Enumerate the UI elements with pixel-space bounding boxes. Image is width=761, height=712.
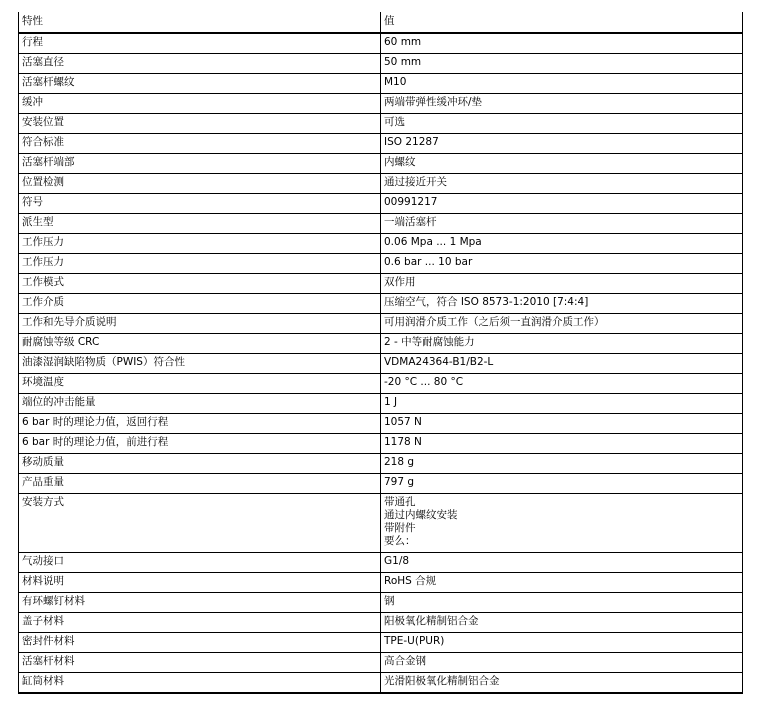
table-row bbox=[19, 653, 743, 673]
table-row bbox=[19, 314, 743, 334]
value-line: 一端活塞杆 bbox=[384, 216, 437, 228]
table-row bbox=[19, 354, 743, 374]
property-cell: 安装方式 bbox=[19, 494, 381, 553]
table-row bbox=[19, 214, 743, 234]
header-property: 特性 bbox=[19, 12, 381, 33]
value-line: 双作用 bbox=[384, 276, 416, 288]
value-cell bbox=[381, 74, 743, 94]
table-header bbox=[19, 12, 743, 33]
property-cell: 活塞杆螺纹 bbox=[19, 74, 381, 94]
value-line: 50 mm bbox=[384, 56, 422, 68]
value-line: RoHS 合规 bbox=[384, 575, 437, 587]
table-body bbox=[19, 33, 743, 693]
property-cell: 工作压力 bbox=[19, 254, 381, 274]
value-line: 钢 bbox=[384, 595, 395, 607]
value-cell bbox=[381, 414, 743, 434]
table-row bbox=[19, 474, 743, 494]
property-cell: 工作压力 bbox=[19, 234, 381, 254]
value-cell bbox=[381, 334, 743, 354]
value-line: 通过接近开关 bbox=[384, 176, 447, 188]
table-row bbox=[19, 613, 743, 633]
value-cell bbox=[381, 653, 743, 673]
header-row bbox=[19, 12, 743, 33]
property-cell: 端位的冲击能量 bbox=[19, 394, 381, 414]
value-cell bbox=[381, 254, 743, 274]
table-row bbox=[19, 154, 743, 174]
header-value: 值 bbox=[381, 12, 743, 33]
value-cell bbox=[381, 194, 743, 214]
value-line: 60 mm bbox=[384, 36, 422, 48]
property-cell: 工作介质 bbox=[19, 294, 381, 314]
property-cell: 耐腐蚀等级 CRC bbox=[19, 334, 381, 354]
value-cell bbox=[381, 553, 743, 573]
value-cell bbox=[381, 354, 743, 374]
value-line: 要么： bbox=[384, 535, 416, 547]
property-cell: 有环螺钉材料 bbox=[19, 593, 381, 613]
table-row bbox=[19, 414, 743, 434]
table-row bbox=[19, 673, 743, 694]
value-cell bbox=[381, 54, 743, 74]
property-cell: 移动质量 bbox=[19, 454, 381, 474]
value-cell bbox=[381, 114, 743, 134]
table-row bbox=[19, 494, 743, 553]
value-line: 通过内螺纹安装 bbox=[384, 509, 458, 521]
table-row bbox=[19, 174, 743, 194]
table-row bbox=[19, 593, 743, 613]
value-line: 1057 N bbox=[384, 416, 422, 428]
value-line: -20 °C ... 80 °C bbox=[384, 376, 464, 388]
table-row bbox=[19, 334, 743, 354]
spec-table bbox=[18, 12, 743, 694]
table-row bbox=[19, 294, 743, 314]
table-row bbox=[19, 633, 743, 653]
table-row bbox=[19, 454, 743, 474]
property-cell: 6 bar 时的理论力值，前进行程 bbox=[19, 434, 381, 454]
table-row bbox=[19, 194, 743, 214]
value-line: 两端带弹性缓冲环/垫 bbox=[384, 96, 483, 108]
value-cell bbox=[381, 434, 743, 454]
table-row bbox=[19, 94, 743, 114]
table-row bbox=[19, 374, 743, 394]
value-cell bbox=[381, 673, 743, 694]
value-cell bbox=[381, 214, 743, 234]
value-line: 2 - 中等耐腐蚀能力 bbox=[384, 336, 475, 348]
property-cell: 产品重量 bbox=[19, 474, 381, 494]
value-line: 0.06 Mpa ... 1 Mpa bbox=[384, 236, 482, 248]
property-cell: 派生型 bbox=[19, 214, 381, 234]
value-line: 1 J bbox=[384, 396, 398, 408]
property-cell: 环境温度 bbox=[19, 374, 381, 394]
value-cell bbox=[381, 454, 743, 474]
value-line: VDMA24364-B1/B2-L bbox=[384, 356, 494, 368]
value-line: M10 bbox=[384, 76, 407, 88]
value-cell bbox=[381, 154, 743, 174]
table-row bbox=[19, 74, 743, 94]
value-line: 218 g bbox=[384, 456, 415, 468]
value-line: 内螺纹 bbox=[384, 156, 416, 168]
value-cell bbox=[381, 94, 743, 114]
value-line: 带附件 bbox=[384, 522, 416, 534]
property-cell: 活塞杆端部 bbox=[19, 154, 381, 174]
value-cell bbox=[381, 294, 743, 314]
value-cell bbox=[381, 573, 743, 593]
table-row bbox=[19, 114, 743, 134]
property-cell: 活塞直径 bbox=[19, 54, 381, 74]
property-cell: 安装位置 bbox=[19, 114, 381, 134]
value-cell bbox=[381, 494, 743, 553]
table-row bbox=[19, 234, 743, 254]
value-cell bbox=[381, 134, 743, 154]
property-cell: 材料说明 bbox=[19, 573, 381, 593]
value-line: 可用润滑介质工作（之后须一直润滑介质工作） bbox=[384, 316, 605, 328]
property-cell: 工作模式 bbox=[19, 274, 381, 294]
value-cell bbox=[381, 174, 743, 194]
value-line: 00991217 bbox=[384, 196, 438, 208]
value-line: 压缩空气，符合 ISO 8573-1:2010 [7:4:4] bbox=[384, 296, 589, 308]
property-cell: 活塞杆材料 bbox=[19, 653, 381, 673]
value-cell bbox=[381, 274, 743, 294]
property-cell: 缓冲 bbox=[19, 94, 381, 114]
property-cell: 油漆湿润缺陷物质（PWIS）符合性 bbox=[19, 354, 381, 374]
property-cell: 符号 bbox=[19, 194, 381, 214]
table-row bbox=[19, 573, 743, 593]
property-cell: 缸筒材料 bbox=[19, 673, 381, 694]
value-line: G1/8 bbox=[384, 555, 410, 567]
value-cell bbox=[381, 314, 743, 334]
table-row bbox=[19, 254, 743, 274]
property-cell: 6 bar 时的理论力值，返回行程 bbox=[19, 414, 381, 434]
value-line: ISO 21287 bbox=[384, 136, 439, 148]
table-row bbox=[19, 33, 743, 54]
table-row bbox=[19, 134, 743, 154]
value-cell bbox=[381, 633, 743, 653]
table-row bbox=[19, 553, 743, 573]
property-cell: 位置检测 bbox=[19, 174, 381, 194]
value-cell bbox=[381, 374, 743, 394]
value-line: 可选 bbox=[384, 116, 405, 128]
value-line: 带通孔 bbox=[384, 496, 416, 508]
property-cell: 工作和先导介质说明 bbox=[19, 314, 381, 334]
value-line: 1178 N bbox=[384, 436, 422, 448]
value-line: TPE-U(PUR) bbox=[384, 635, 445, 647]
value-cell bbox=[381, 613, 743, 633]
property-cell: 密封件材料 bbox=[19, 633, 381, 653]
table-row bbox=[19, 394, 743, 414]
value-cell bbox=[381, 394, 743, 414]
property-cell: 盖子材料 bbox=[19, 613, 381, 633]
table-row bbox=[19, 54, 743, 74]
value-line: 光滑阳极氧化精制铝合金 bbox=[384, 675, 500, 687]
property-cell: 气动接口 bbox=[19, 553, 381, 573]
value-cell bbox=[381, 474, 743, 494]
value-cell bbox=[381, 33, 743, 54]
value-line: 阳极氧化精制铝合金 bbox=[384, 615, 479, 627]
table-row bbox=[19, 434, 743, 454]
property-cell: 符合标准 bbox=[19, 134, 381, 154]
value-line: 797 g bbox=[384, 476, 415, 488]
value-cell bbox=[381, 234, 743, 254]
value-line: 0.6 bar ... 10 bar bbox=[384, 256, 473, 268]
property-cell: 行程 bbox=[19, 33, 381, 54]
table-row bbox=[19, 274, 743, 294]
value-cell bbox=[381, 593, 743, 613]
value-line: 高合金钢 bbox=[384, 655, 426, 667]
